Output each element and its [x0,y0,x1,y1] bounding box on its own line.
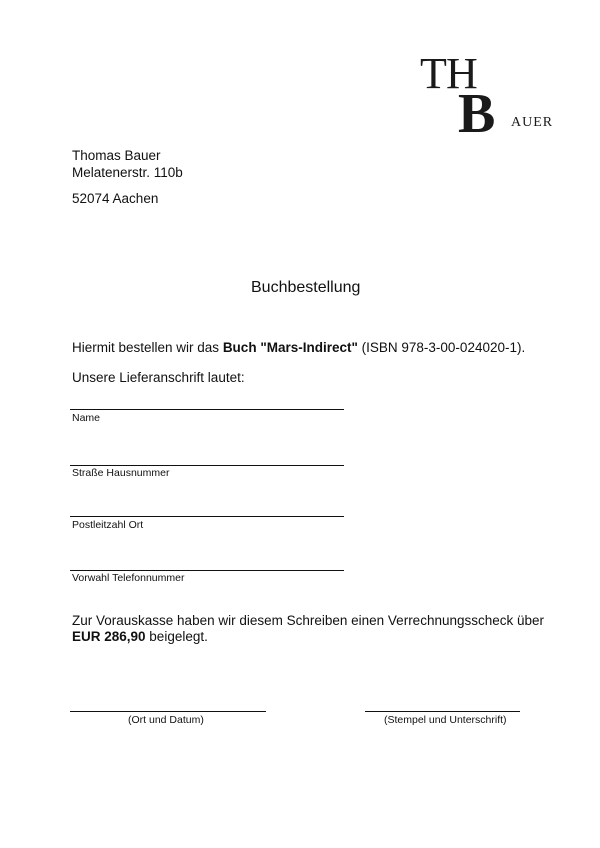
sender-city: 52074 Aachen [72,191,159,206]
document-title: Buchbestellung [251,279,361,296]
city-line[interactable] [70,516,344,517]
logo-letter-t: T [420,49,447,98]
logo-text-auer: AUER [511,115,554,130]
address-intro: Unsere Lieferanschrift lautet: [72,370,245,385]
order-prefix: Hiermit bestellen wir das [72,340,223,355]
payment-line-1: Zur Vorauskasse haben wir diesem Schreiben einen Verrechnungsscheck über [72,613,545,628]
payment-amount: EUR 286,90 [72,629,146,644]
payment-line-2-rest: beigelegt. [145,629,208,644]
logo-letter-b: B [458,83,496,145]
name-label: Name [72,412,101,424]
city-label: Postleitzahl Ort [72,519,144,531]
place-date-label: (Ort und Datum) [128,714,204,726]
order-book-title: Buch "Mars-Indirect" [222,340,358,355]
signature-label: (Stempel und Unterschrift) [384,714,507,726]
street-label: Straße Hausnummer [72,467,170,479]
logo-letter-h: H [446,49,478,98]
place-date-line[interactable] [70,711,266,712]
sender-name: Thomas Bauer [72,148,161,163]
street-line[interactable] [70,465,344,466]
order-isbn: (ISBN 978-3-00-024020-1). [357,340,526,355]
phone-line[interactable] [70,570,344,571]
signature-line[interactable] [365,711,520,712]
name-line[interactable] [70,409,344,410]
phone-label: Vorwahl Telefonnummer [72,572,185,584]
order-sentence [72,339,525,357]
company-logo [418,49,558,145]
sender-street: Melatenerstr. 110b [72,165,183,180]
payment-line-2 [72,628,208,646]
